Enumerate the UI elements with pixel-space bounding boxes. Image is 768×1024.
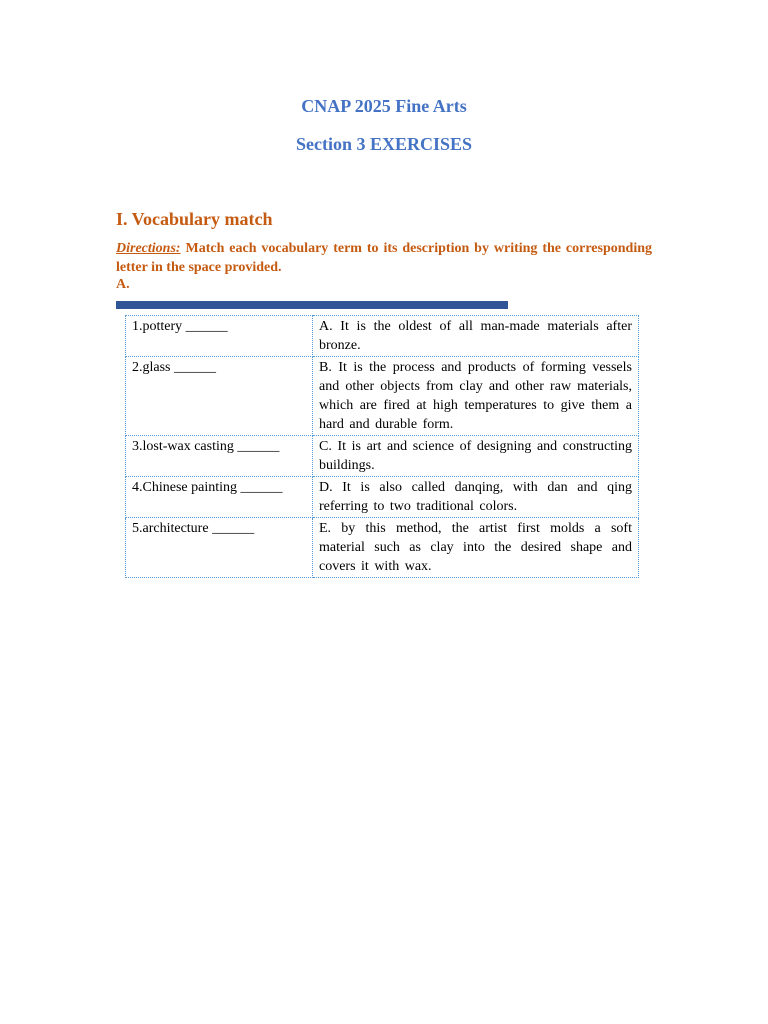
description-cell: A. It is the oldest of all man-made materials after bronze. xyxy=(313,316,639,357)
description-cell: C. It is art and science of designing and constructing buildings. xyxy=(313,436,639,477)
vocabulary-match-table xyxy=(125,315,639,578)
document-subtitle: Section 3 EXERCISES xyxy=(295,134,473,154)
term-cell[interactable]: 1.pottery ______ xyxy=(126,316,313,357)
section-heading: I. Vocabulary match xyxy=(116,209,273,229)
directions-text: Match each vocabulary term to its description by writing the corresponding letter in the space provided. xyxy=(116,241,652,275)
table-row xyxy=(126,357,639,436)
table-row xyxy=(126,436,639,477)
description-cell: D. It is also called danqing, with dan and qing referring to two traditional colors. xyxy=(313,477,639,518)
document-title: CNAP 2025 Fine Arts xyxy=(301,96,467,116)
term-cell[interactable]: 5.architecture ______ xyxy=(126,518,313,578)
directions-label: Directions: xyxy=(116,241,181,256)
term-cell[interactable]: 4.Chinese painting ______ xyxy=(126,477,313,518)
part-label: A. xyxy=(116,277,130,292)
description-cell: B. It is the process and products of forming vessels and other objects from clay and other raw materials, which are fired at high temperatures to give them a hard and durable form. xyxy=(313,357,639,436)
directions-paragraph xyxy=(116,239,652,277)
section-divider-bar xyxy=(116,301,508,309)
term-cell[interactable]: 2.glass ______ xyxy=(126,357,313,436)
table-row xyxy=(126,316,639,357)
table-row xyxy=(126,477,639,518)
table-row xyxy=(126,518,639,578)
description-cell: E. by this method, the artist first molds a soft material such as clay into the desired shape and covers it with wax. xyxy=(313,518,639,578)
term-cell[interactable]: 3.lost-wax casting ______ xyxy=(126,436,313,477)
